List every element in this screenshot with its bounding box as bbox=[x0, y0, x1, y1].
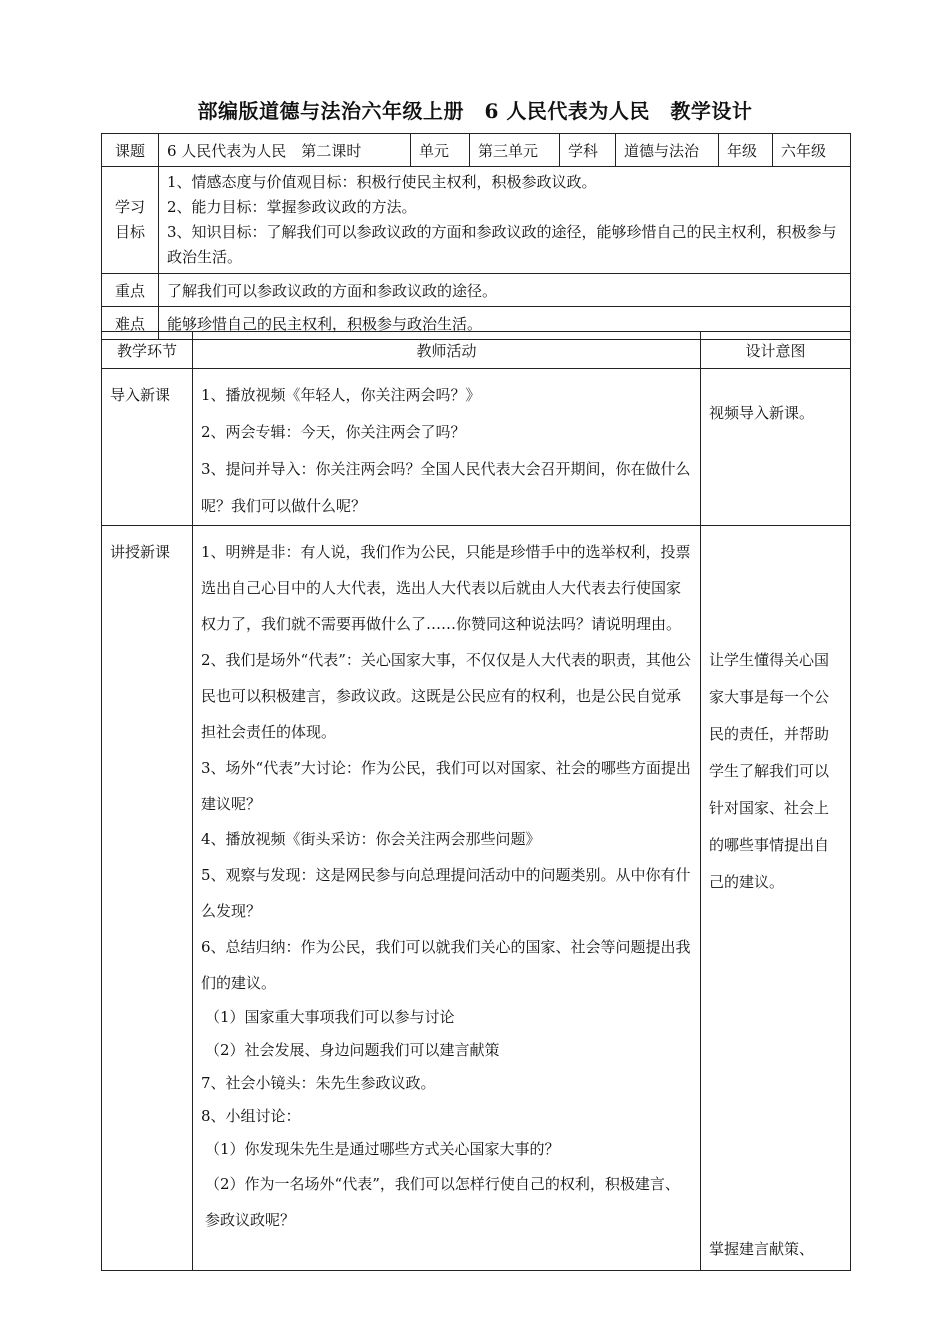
teach-stage: 讲授新课 bbox=[102, 526, 193, 1271]
activity-item: 3、提问并导入：你关注两会吗？全国人民代表大会召开期间，你在做什么呢？我们可以做什么呢？ bbox=[201, 460, 691, 515]
header-stage: 教学环节 bbox=[102, 332, 193, 369]
lesson-label: 课题 bbox=[102, 134, 159, 167]
activity-item: 4、播放视频《街头采访：你会关注两会那些问题》 bbox=[201, 830, 541, 848]
intent-text: 视频导入新课。 bbox=[709, 404, 815, 422]
subject-label: 学科 bbox=[560, 134, 616, 167]
activity-item: 1、明辨是非：有人说，我们作为公民，只能是珍惜手中的选举权利，投票选出自己心目中的人大代表，选出人大代表以后就由人大代表去行使国家权力了，我们就不需要再做什么了……你赞同这种说法吗？请说明理由。 bbox=[201, 543, 691, 633]
key-label: 重点 bbox=[102, 274, 159, 307]
info-row-goals bbox=[102, 167, 851, 274]
info-row-key bbox=[102, 274, 851, 307]
activity-item: 8、小组讨论： bbox=[201, 1107, 301, 1125]
goal-item: 2、能力目标：掌握参政议政的方法。 bbox=[167, 198, 417, 216]
activity-item: 5、观察与发现：这是网民参与向总理提问活动中的问题类别。从中你有什么发现？ bbox=[201, 866, 691, 920]
intro-stage: 导入新课 bbox=[102, 369, 193, 526]
activity-item: （2）社会发展、身边问题我们可以建言献策 bbox=[205, 1041, 500, 1059]
grade-value: 六年级 bbox=[773, 134, 851, 167]
teach-activities bbox=[193, 526, 701, 1271]
teaching-plan-table bbox=[101, 331, 851, 1271]
lesson-info-table bbox=[101, 133, 851, 340]
intent-text-continued: 掌握建言献策、 bbox=[709, 1240, 815, 1258]
intent-text: 让学生懂得关心国家大事是每一个公民的责任，并帮助学生了解我们可以针对国家、社会上的哪些事情提出自己的建议。 bbox=[709, 651, 830, 891]
goal-item: 3、知识目标：了解我们可以参政议政的方面和参政议政的途径，能够珍惜自己的民主权利，积极参与政治生活。 bbox=[167, 223, 837, 266]
key-value: 了解我们可以参政议政的方面和参政议政的途径。 bbox=[159, 274, 851, 307]
plan-header-row bbox=[102, 332, 851, 369]
header-intent: 设计意图 bbox=[701, 332, 851, 369]
difficulty-label: 难点 bbox=[102, 307, 159, 340]
activity-item: 2、我们是场外“代表”：关心国家大事，不仅仅是人大代表的职责，其他公民也可以积极建言，参政议政。这既是公民应有的权利，也是公民自觉承担社会责任的体现。 bbox=[201, 651, 691, 741]
unit-label: 单元 bbox=[411, 134, 470, 167]
activity-item: （2）作为一名场外“代表”，我们可以怎样行使自己的权利，积极建言、参政议政呢？ bbox=[205, 1175, 680, 1229]
goals-label: 学习目标 bbox=[102, 167, 159, 274]
difficulty-value: 能够珍惜自己的民主权利，积极参与政治生活。 bbox=[159, 307, 851, 340]
plan-row-teach bbox=[102, 526, 851, 1271]
activity-item: 6、总结归纳：作为公民，我们可以就我们关心的国家、社会等问题提出我们的建议。 bbox=[201, 938, 691, 992]
activity-item: （1）国家重大事项我们可以参与讨论 bbox=[205, 1008, 455, 1026]
goals-cell bbox=[159, 167, 851, 274]
plan-row-intro bbox=[102, 369, 851, 526]
info-row-header bbox=[102, 134, 851, 167]
intro-intent bbox=[701, 369, 851, 526]
subject-value: 道德与法治 bbox=[616, 134, 719, 167]
activity-item: 3、场外“代表”大讨论：作为公民，我们可以对国家、社会的哪些方面提出建议呢？ bbox=[201, 759, 691, 813]
activity-item: 1、播放视频《年轻人，你关注两会吗？》 bbox=[201, 386, 481, 404]
header-activity: 教师活动 bbox=[193, 332, 701, 369]
activity-item: （1）你发现朱先生是通过哪些方式关心国家大事的？ bbox=[205, 1140, 560, 1158]
activity-item: 7、社会小镜头：朱先生参政议政。 bbox=[201, 1074, 436, 1092]
unit-value: 第三单元 bbox=[470, 134, 560, 167]
lesson-value: 6 人民代表为人民 第二课时 bbox=[159, 134, 411, 167]
intro-activities bbox=[193, 369, 701, 526]
document-title: 部编版道德与法治六年级上册 6 人民代表为人民 教学设计 bbox=[197, 99, 753, 123]
teach-intent bbox=[701, 526, 851, 1271]
activity-item: 2、两会专辑：今天，你关注两会了吗？ bbox=[201, 423, 466, 441]
goal-item: 1、情感态度与价值观目标：积极行使民主权利，积极参政议政。 bbox=[167, 173, 597, 191]
grade-label: 年级 bbox=[719, 134, 773, 167]
